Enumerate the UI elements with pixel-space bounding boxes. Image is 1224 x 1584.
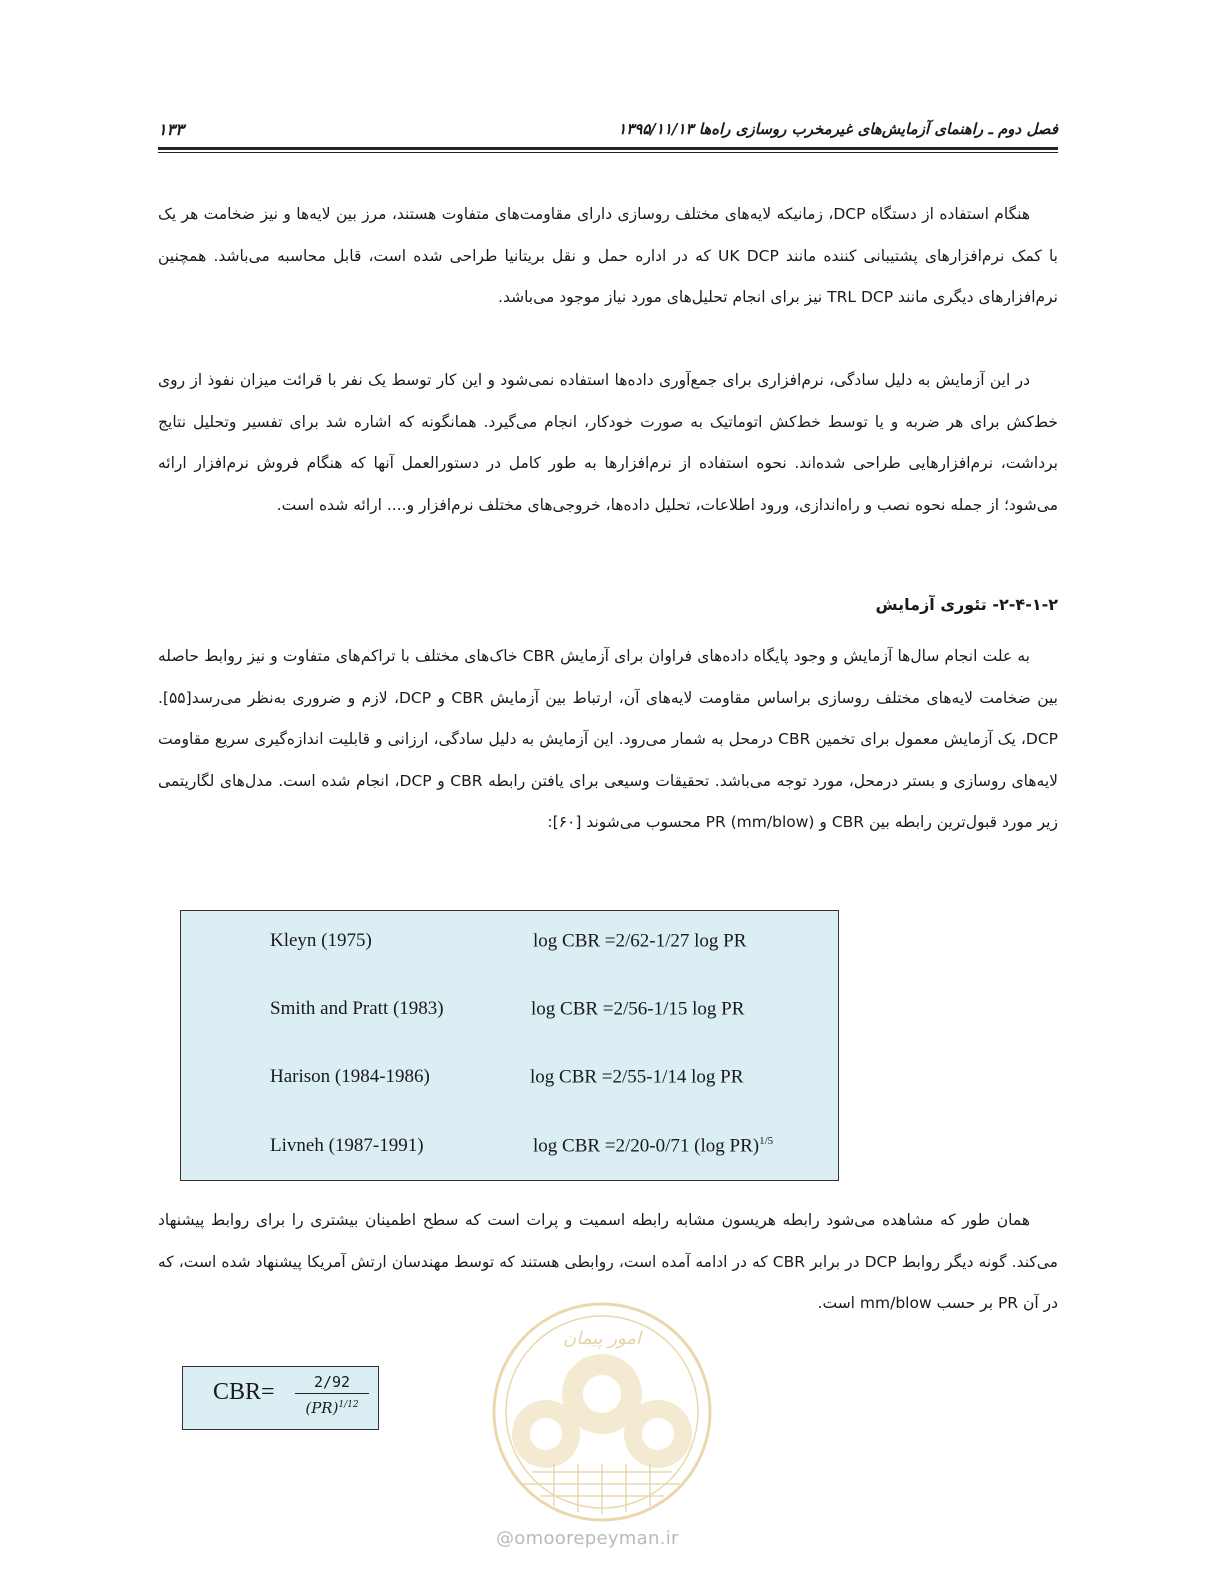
formula-expression: log CBR =2/55-1/14 log PR	[530, 1066, 744, 1088]
formula-author: Harison (1984-1986)	[270, 1066, 430, 1087]
watermark-logo-text: امور پیمان	[563, 1328, 641, 1349]
formula-table	[180, 910, 839, 1181]
section-heading: ۲-۴-۱-۲- تئوری آزمایش	[875, 595, 1058, 614]
watermark-logo	[484, 1294, 720, 1530]
fraction-bar	[295, 1393, 369, 1394]
paragraph-3-text: به علت انجام سال‌ها آزمایش و وجود پایگاه داده‌های فراوان برای آزمایش CBR خاک‌های مختلف با تراکم‌های متفاوت و نیز روابط حاصله بین ضخامت لایه‌های مختلف روسازی براساس مقاومت لایه‌های آن، ارتباط بین آزمایش CBR و DCP، لازم و ضروری به‌نظر می‌رسد[۵۵]. DCP، یک آزمایش معمول برای تخمین CBR درمحل به شمار می‌رود. این آزمایش به دلیل سادگی، ارزانی و قابلیت اندازه‌گیری سریع مقاومت لایه‌های روسازی و بستر درمحل، مورد توجه می‌باشد. تحقیقات وسیعی برای یافتن رابطه CBR و DCP، انجام شده است. مدل‌های لگاریتمی زیر مورد قبول‌ترین رابطه بین CBR و PR (mm/blow) محسوب می‌شوند [۶۰]:	[158, 647, 1059, 832]
paragraph-3	[158, 636, 1058, 844]
paragraph-1	[158, 194, 1058, 319]
cbr-formula-numerator: 2/92	[313, 1373, 351, 1391]
formula-author: Smith and Pratt (1983)	[270, 998, 444, 1019]
formula-author: Kleyn (1975)	[270, 930, 372, 951]
formula-expression: log CBR =2/56-1/15 log PR	[531, 998, 745, 1020]
paragraph-2	[158, 360, 1058, 526]
paragraph-1-text: هنگام استفاده از دستگاه DCP، زمانیکه لایه‌های مختلف روسازی دارای مقاومت‌های متفاوت هستند، مرز بین لایه‌ها و نیز ضخامت هر یک با کمک نرم‌افزارهای پشتیبانی کننده مانند UK DCP که در اداره حمل و نقل بریتانیا طراحی شده است، قابل محاسبه می‌باشد. همچنین نرم‌افزارهای دیگری مانند TRL DCP نیز برای انجام تحلیل‌های مورد نیاز موجود می‌باشد.	[158, 205, 1058, 307]
formula-row	[181, 1066, 838, 1096]
paragraph-2-text: در این آزمایش به دلیل سادگی، نرم‌افزاری برای جمع‌آوری داده‌ها استفاده نمی‌شود و این کار توسط یک نفر با قرائت میزان نفوذ از روی خط‌کش برای هر ضربه و یا توسط خط‌کش اتوماتیک به صورت خودکار، انجام می‌گیرد. همانگونه که اشاره شد برای تفسیر وتحلیل نتایج برداشت، نرم‌افزارهایی طراحی شده‌اند. نحوه استفاده از نرم‌افزارها به طور کامل در دستورالعمل آنها که هنگام فروش نرم‌افزار ارائه می‌شود؛ از جمله نحوه نصب و راه‌اندازی، ورود اطلاعات، تحلیل داده‌ها، خروجی‌های مختلف نرم‌افزار و.... ارائه شده است.	[158, 371, 1058, 514]
cbr-formula-box	[182, 1366, 379, 1430]
header-rule	[158, 147, 1058, 150]
paragraph-4-text: همان طور که مشاهده می‌شود رابطه هریسون مشابه رابطه اسمیت و پرات است که سطح اطمینان بیشتری را برای روابط پیشنهاد می‌کند. گونه دیگر روابط DCP در برابر CBR که در ادامه آمده است، روابطی هستند که توسط مهندسان ارتش آمریکا پیشنهاد شده است، که در آن PR بر حسب mm/blow است.	[158, 1211, 1058, 1313]
formula-row	[181, 930, 838, 960]
cbr-formula-lhs: CBR=	[213, 1379, 275, 1405]
header-title: فصل دوم ـ راهنمای آزمایش‌های غیرمخرب روسازی راه‌ها ۱۳۹۵/۱۱/۱۳	[618, 120, 1058, 138]
formula-expression: log CBR =2/62-1/27 log PR	[533, 930, 747, 952]
watermark-url: @omoorepeyman.ir	[496, 1528, 679, 1549]
cbr-formula-denominator: (PR)$^{1/12}$	[305, 1399, 359, 1417]
page-header	[158, 120, 1058, 150]
formula-row	[181, 998, 838, 1028]
formula-row	[181, 1135, 838, 1165]
formula-author: Livneh (1987-1991)	[270, 1135, 424, 1156]
header-rule-thin	[158, 152, 1058, 153]
cbr-formula-fraction	[295, 1373, 369, 1417]
page-number: ۱۳۳	[158, 120, 184, 139]
formula-expression: log CBR =2/20-0/71 (log PR)$^{1/5}$	[533, 1135, 774, 1157]
